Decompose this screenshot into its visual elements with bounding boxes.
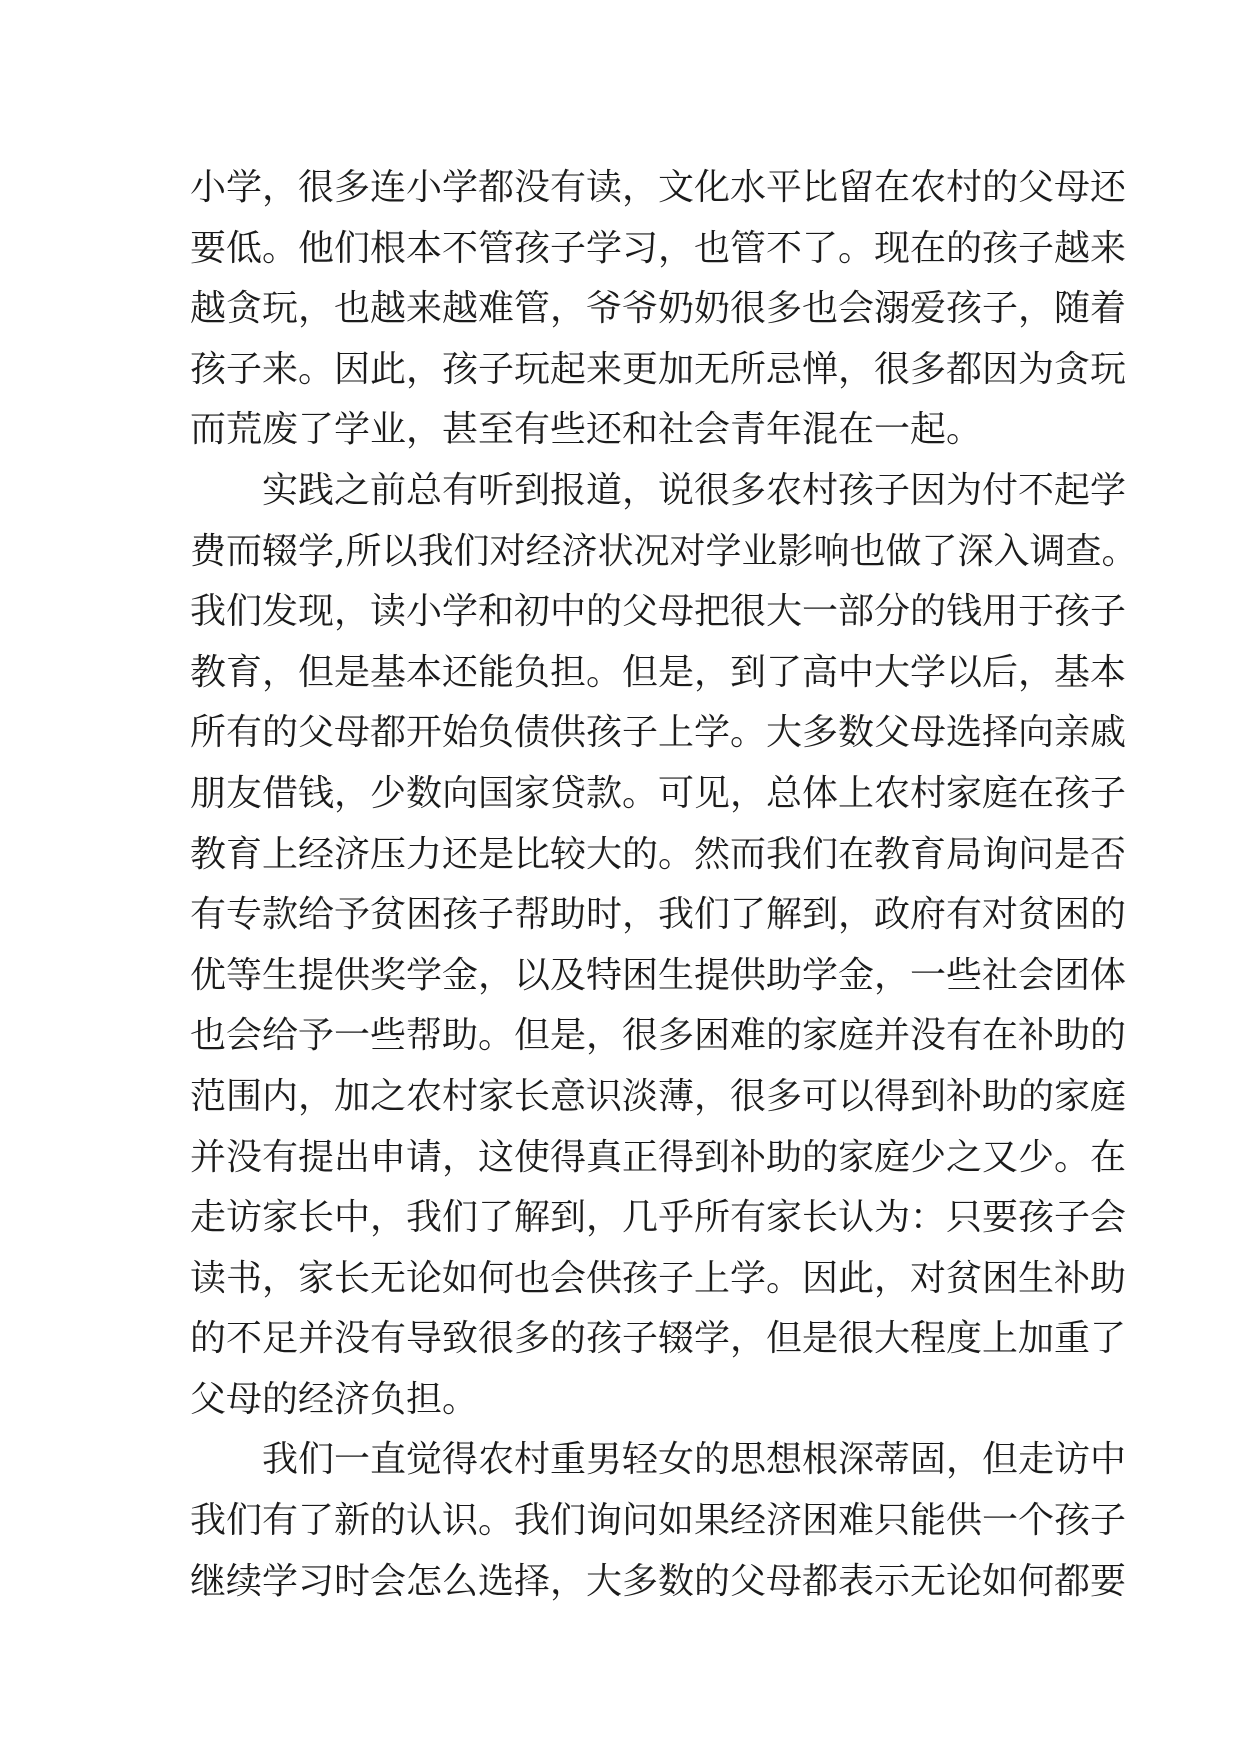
text-line: 也会给予一些帮助。但是，很多困难的家庭并没有在补助的 <box>190 1015 1127 1057</box>
text-line: 教育，但是基本还能负担。但是，到了高中大学以后，基本 <box>190 651 1127 693</box>
text-line: 我们有了新的认识。我们询问如果经济困难只能供一个孩子 <box>190 1500 1127 1542</box>
text-line: 实践之前总有听到报道，说很多农村孩子因为付不起学 <box>190 469 1127 511</box>
text-line: 孩子来。因此，孩子玩起来更加无所忌惮，很多都因为贪玩 <box>190 348 1127 390</box>
text-line: 要低。他们根本不管孩子学习，也管不了。现在的孩子越来 <box>190 227 1127 269</box>
text-line: 的不足并没有导致很多的孩子辍学，但是很大程度上加重了 <box>190 1318 1127 1360</box>
text-line: 继续学习时会怎么选择，大多数的父母都表示无论如何都要 <box>190 1560 1127 1602</box>
text-line: 费而辍学,所以我们对经济状况对学业影响也做了深入调查。 <box>190 530 1138 572</box>
text-line: 读书，家长无论如何也会供孩子上学。因此，对贫困生补助 <box>190 1257 1127 1299</box>
text-line: 小学，很多连小学都没有读，文化水平比留在农村的父母还 <box>190 167 1127 208</box>
text-line: 有专款给予贫困孩子帮助时，我们了解到，政府有对贫困的 <box>190 894 1127 936</box>
text-line: 越贪玩，也越来越难管，爷爷奶奶很多也会溺爱孩子，随着 <box>190 288 1127 330</box>
text-line: 并没有提出申请，这使得真正得到补助的家庭少之又少。在 <box>190 1136 1127 1178</box>
text-line: 所有的父母都开始负债供孩子上学。大多数父母选择向亲戚 <box>190 712 1127 754</box>
text-line: 而荒废了学业，甚至有些还和社会青年混在一起。 <box>190 409 983 451</box>
text-line: 走访家长中，我们了解到，几乎所有家长认为：只要孩子会 <box>190 1197 1127 1239</box>
text-line: 父母的经济负担。 <box>190 1378 479 1420</box>
document-body <box>190 158 1138 1612</box>
text-line: 优等生提供奖学金，以及特困生提供助学金，一些社会团体 <box>190 954 1127 996</box>
text-line: 教育上经济压力还是比较大的。然而我们在教育局询问是否 <box>190 833 1127 875</box>
text-line: 范围内，加之农村家长意识淡薄，很多可以得到补助的家庭 <box>190 1075 1127 1117</box>
text-line: 我们一直觉得农村重男轻女的思想根深蒂固，但走访中 <box>190 1439 1127 1481</box>
text-line: 朋友借钱，少数向国家贷款。可见，总体上农村家庭在孩子 <box>190 772 1127 814</box>
text-line: 我们发现，读小学和初中的父母把很大一部分的钱用于孩子 <box>190 591 1127 633</box>
